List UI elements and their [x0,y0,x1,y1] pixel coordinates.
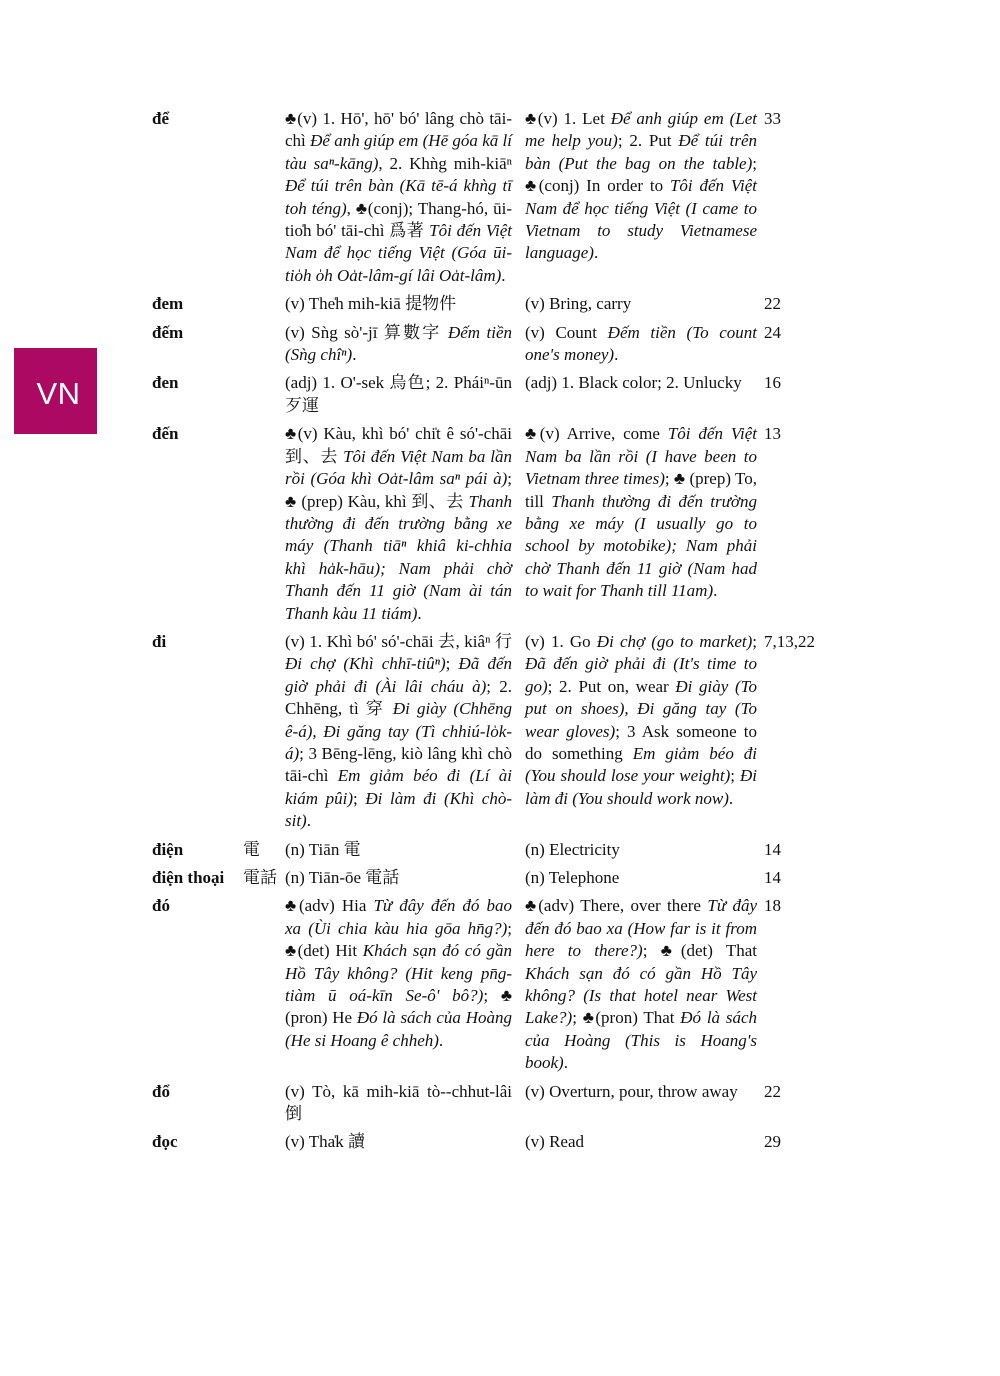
taiwanese-definition [285,867,525,889]
example-text: Thanh thường đi đến trường bằng xe máy (I usually go to school by motobike); Nam phải chờ Thanh đến 11 giờ (Nam had to wait for Thanh till 11am) [525,491,757,601]
dictionary-entry [152,372,832,417]
page-reference: 22 [764,1081,781,1101]
example-text: Tôi đến Việt Nam ba lần rồi (I have been to Vietnam three times) [525,424,757,489]
definition-text: ; ♣ (prep) To, till [525,469,757,511]
definition-text: ; ♣ (pron) He [285,986,512,1028]
english-definition [525,895,762,1074]
taiwanese-definition [285,293,525,315]
example-text: Đếm tiền (Sǹg chîⁿ) [285,322,512,365]
definition-text: ; 2. Put on, wear [547,676,676,696]
definition-text: ; [445,654,459,674]
definition-text: ; 3 Bēng-lēng, kiò lâng khì chò tāi-chì [285,743,512,786]
definition-text: ; ♣(det) Hit [285,918,512,961]
page-reference: 22 [764,294,781,314]
definition-text: ♣(adv) There, over there [525,896,708,916]
definition-text: (v) The̍h mih-kiā 提物件 [285,294,457,314]
page-reference: 29 [764,1132,781,1152]
definition-text: . [352,345,357,365]
taiwanese-definition [285,108,525,287]
page-reference: 14 [764,868,781,887]
headword: đọc [152,1132,178,1152]
definition-text: (v) Count [525,322,608,342]
dictionary-entry [152,1081,832,1126]
english-definition [525,867,762,889]
dictionary-entry [152,631,832,833]
headword: đem [152,294,184,314]
example-text: Đi chợ (go to market) [596,631,753,651]
definition-text: ; [730,766,740,786]
example-text: Đã đến giờ phải đi (It's time to go) [525,654,757,696]
definition-text: (v) 1. Go [525,631,597,651]
definition-text: (v) Read [525,1132,585,1152]
definition-text: . [614,345,619,365]
headword: đen [152,373,179,393]
page-reference: 14 [764,839,781,859]
example-text: Đi giày (To put on shoes), Đi găng tay (To wear gloves) [525,676,758,741]
page-reference: 13 [764,424,781,444]
definition-text: (v) Tha̍k 讀 [285,1132,365,1152]
definition-text: (n) Electricity [525,839,620,859]
english-definition [525,108,762,265]
headword: điện thoại [152,868,225,887]
definition-text: . [563,1053,568,1073]
dictionary-entry [152,1131,832,1153]
definition-text: (v) Tò, kā mih-kiā tò--chhut-lâi 倒 [285,1081,512,1124]
taiwanese-definition [285,631,525,833]
definition-text: ; ♣(conj) In order to [525,153,757,196]
example-text: Đếm tiền (To count one's money) [525,322,757,365]
definition-text: (n) Telephone [525,868,620,887]
definition-text: , 2. Khǹg mih-kiāⁿ [378,153,512,173]
definition-text: . [417,603,422,623]
taiwanese-definition [285,372,525,417]
example-text: Để anh giúp em (Hē góa kā lí tàu saⁿ-kāng) [285,131,512,173]
headword: đếm [152,322,184,342]
english-definition [525,839,762,861]
example-text: Tôi đến Việt Nam để học tiếng Việt (I came to Vietnam to study Vietnamese language) [525,176,757,263]
hanzi: 電 [243,839,260,859]
headword: đổ [152,1081,170,1101]
definition-text: . [728,788,734,808]
example-text: Đi làm đi (Khì chò-sit) [285,788,512,831]
english-definition [525,293,762,315]
page-reference: 33 [764,109,781,128]
dictionary-entry [152,839,832,861]
definition-text: ♣(v) Kàu, khì bó' chi̍t ê só'-chāi 到、去 [285,424,512,466]
english-definition [525,423,762,602]
headword: điện [152,839,184,859]
page-reference: 24 [764,322,781,342]
definition-text: . [593,243,599,263]
dictionary-entry [152,867,832,889]
taiwanese-definition [285,839,525,861]
dictionary-entry [152,108,832,287]
definition-text: ♣(v) Arrive, come [525,424,668,444]
taiwanese-definition [285,1081,525,1126]
example-text: Tôi đến Việt Nam ba lần rồi (Góa khì Oa̍t-lâm saⁿ pái à) [285,446,512,489]
example-text: Khách sạn đó có gần Hồ Tây không? (Is that hotel near West Lake?) [525,963,757,1028]
example-text: Để túi trên bàn (Put the bag on the table) [525,131,758,173]
definition-text: ; 2. Chhēng, tì 穿 [285,676,512,719]
definition-text: . [438,1030,444,1050]
example-text: Đó là sách của Hoàng (This is Hoang's book) [525,1008,757,1073]
definition-text: (v) Bring, carry [525,294,632,314]
example-text: Đó là sách của Hoàng (He si Hoang ê chheh) [285,1008,512,1050]
dictionary-entry [152,895,832,1074]
definition-text: , ♣(conj); Thang-hó, ūi-tio̍h bó' tāi-chì 爲著 [285,198,513,241]
english-definition [525,372,762,394]
example-text: Để túi trên bàn (Kā tē-á khǹg tī toh téng) [285,176,512,218]
example-text: Tôi đến Việt Nam để học tiếng Việt (Góa ūi-tio̍h o̍h Oa̍t-lâm-gí lâi Oa̍t-lâm) [285,221,513,285]
definition-text: . [306,811,311,831]
example-text: Để anh giúp em (Let me help you) [525,109,757,151]
english-definition [525,1081,762,1103]
taiwanese-definition [285,423,525,625]
example-text: Đã đến giờ phải đi (Ài lâi cháu à) [285,654,512,696]
page-reference: 16 [764,373,781,393]
headword: đó [152,896,170,916]
example-text: Khách sạn đó có gần Hồ Tây không? (Hit keng pn̄g-tiàm ū oá-kīn Se-ô' bô?) [285,941,512,1006]
hanzi: 電話 [243,868,277,887]
definition-text: (n) Tiān-ōe 電話 [285,868,400,887]
english-definition [525,631,762,810]
example-text: Em giảm béo đi (Lí ài kiám pûi) [285,766,513,808]
example-text: Đi chợ (Khì chhī-tiûⁿ) [285,654,446,674]
page-reference: 18 [764,896,781,916]
taiwanese-definition [285,322,525,367]
definition-text: . [713,581,718,601]
entries-list [152,108,832,1160]
dictionary-entry [152,322,832,367]
headword: đi [152,631,167,651]
definition-text: . [501,265,506,285]
example-text: Từ đây đến đó bao xa (Ùi chia kàu hia gōa hn̄g?) [285,896,512,938]
definition-text: ; [752,631,757,651]
dictionary-entry [152,293,832,315]
example-text: Em giảm béo đi (You should lose your weight) [525,743,757,786]
definition-text: (v) 1. Khì bó' só'-chāi 去, kiâⁿ 行 [285,631,512,651]
definition-text: ; ♣(pron) That [572,1008,681,1028]
vn-thumb-tab: VN [14,348,97,434]
page-reference: 7,13,22 [764,631,815,651]
definition-text: ♣(v) 1. Hō', hō' bó' lâng chò tāi-chì [285,109,512,151]
example-text: Từ đây đến đó bao xa (How far is it from here to there?) [525,896,757,961]
taiwanese-definition [285,895,525,1052]
definition-text: ; ♣(det) That [642,941,757,961]
definition-text: (adj) 1. O'-sek 烏色; 2. Pháiⁿ-ūn 歹運 [285,373,512,415]
definition-text: (adj) 1. Black color; 2. Unlucky [525,373,742,393]
definition-text: (n) Tiān 電 [285,839,361,859]
example-text: Đi giày (Chhēng ê-á), Đi găng tay (Tì chhiú-lo̍k-á) [285,699,512,763]
definition-text: ♣(adv) Hia [285,896,374,916]
definition-text: ♣(v) 1. Let [525,109,611,128]
taiwanese-definition [285,1131,525,1153]
definition-text: ; 3 Ask someone to do something [525,721,757,763]
english-definition [525,322,762,367]
example-text: Thanh thường đi đến trường bằng xe máy (Thanh tiāⁿ khiâ ki-chhia khì ha̍k-hāu); Nam phải chờ Thanh đến 11 giờ (Nam ài tán Thanh kàu 11 tiám) [285,491,512,623]
headword: đến [152,424,179,444]
definition-text: ; ♣ (prep) Kàu, khì 到、去 [285,469,512,511]
dictionary-entry [152,423,832,625]
english-definition [525,1131,762,1153]
headword: để [152,109,169,128]
definition-text: ; 2. Put [617,131,679,151]
definition-text: (v) Sǹg sò'-jī 算數字 [285,322,448,342]
example-text: Đi làm đi (You should work now) [525,766,757,808]
definition-text: ; [353,788,366,808]
definition-text: (v) Overturn, pour, throw away [525,1081,738,1101]
